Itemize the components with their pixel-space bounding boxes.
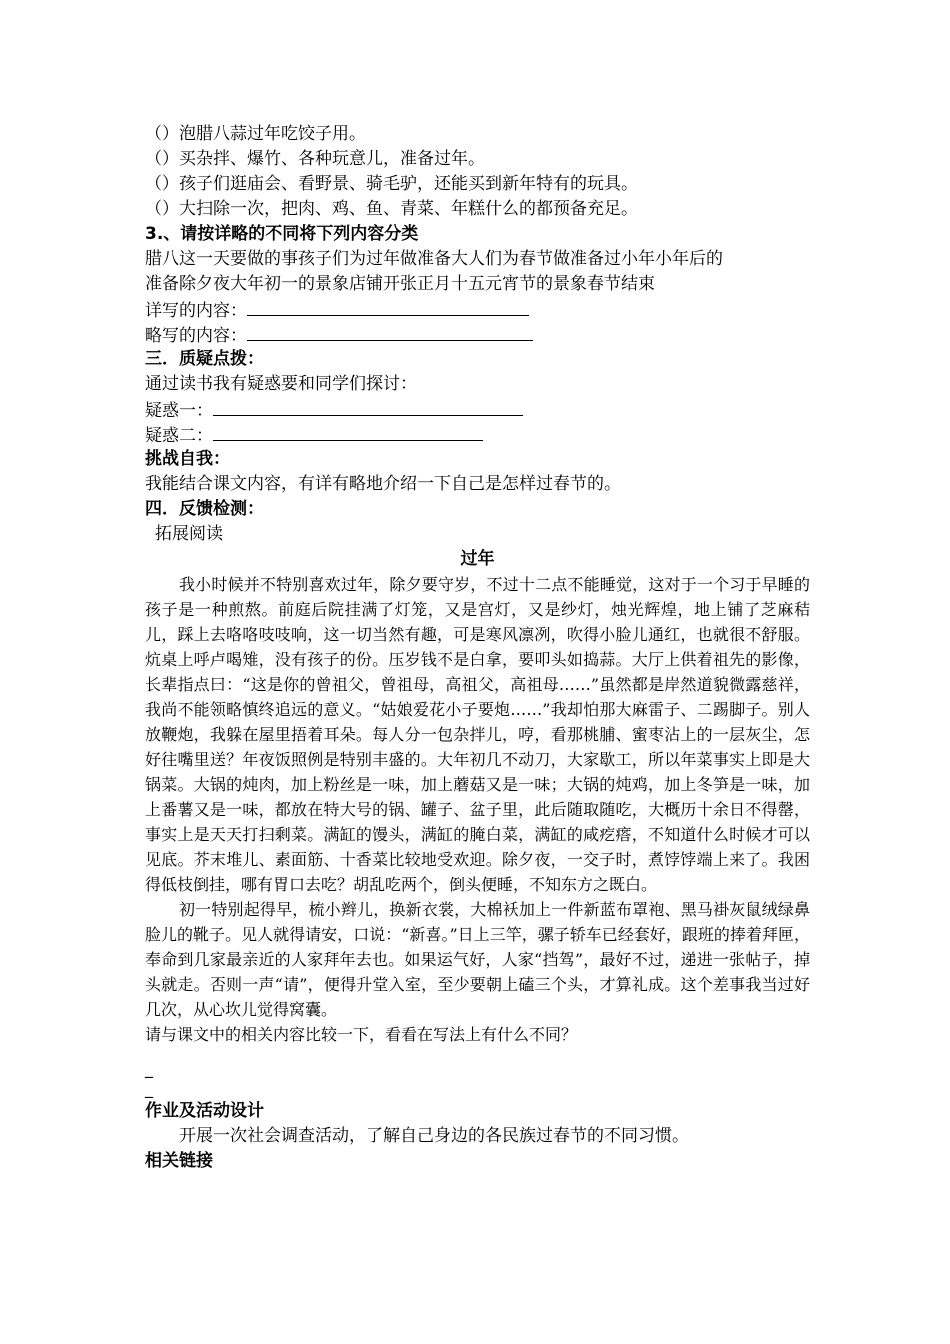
brief-label: 略写的内容： bbox=[145, 326, 247, 346]
answer-blank-1: _ bbox=[145, 1059, 153, 1078]
reading-question: 请与课文中的相关内容比较一下，看看在写法上有什么不同？ bbox=[145, 1025, 578, 1044]
section3-heading: 三．质疑点拨： bbox=[145, 349, 264, 369]
section4-heading: 四．反馈检测： bbox=[145, 499, 264, 519]
reading-paragraph: 初一特别起得早，梳小辫儿，换新衣裳，大棉袄加上一件新蓝布罩袍、黑马褂灰鼠绒绿鼻脸儿的靴子。见人就得请安，口说：“新喜。”日上三竿，骡子轿车已经套好，跟班的捧着拜匣，奉命到几家最亲近的人家拜年去也。如果运气好，人家“挡驾”，最好不过，递进一张帖子，掉头就走。否则一声“请”，便得升堂入室，至少要朝上磕三个头，才算礼成。这个差事我当过好几次，从心坎儿觉得窝囊。 bbox=[145, 900, 810, 1019]
section4-subheading: 拓展阅读 bbox=[155, 524, 223, 544]
detailed-row bbox=[145, 297, 810, 322]
answer-blank-2: _ bbox=[145, 1079, 153, 1098]
list-item: （）买杂拌、爆竹、各种玩意儿，准备过年。 bbox=[145, 149, 485, 169]
q3-text-line1: 腊八这一天要做的事孩子们为过年做准备大人们为春节做准备过小年小年后的 bbox=[145, 249, 723, 269]
document-page bbox=[145, 122, 810, 1174]
detailed-blank[interactable] bbox=[247, 297, 529, 316]
list-item: （）泡腊八蒜过年吃饺子用。 bbox=[145, 124, 366, 144]
doubt2-blank[interactable] bbox=[213, 422, 483, 441]
section3-intro: 通过读书我有疑惑要和同学们探讨： bbox=[145, 374, 417, 394]
doubt1-label: 疑惑一： bbox=[145, 401, 213, 421]
q3-text-line2: 准备除夕夜大年初一的景象店铺开张正月十五元宵节的景象春节结束 bbox=[145, 274, 655, 294]
doubt2-row bbox=[145, 422, 810, 447]
doubt1-row bbox=[145, 397, 810, 422]
doubt1-blank[interactable] bbox=[213, 397, 523, 416]
challenge-heading: 挑战自我： bbox=[145, 449, 230, 469]
detailed-label: 详写的内容： bbox=[145, 301, 247, 321]
list-item: （）孩子们逛庙会、看野景、骑毛驴，还能买到新年特有的玩具。 bbox=[145, 174, 638, 194]
reading-title: 过年 bbox=[460, 549, 495, 569]
brief-row bbox=[145, 322, 810, 347]
reading-paragraph: 我小时候并不特别喜欢过年，除夕要守岁，不过十二点不能睡觉，这对于一个习于早睡的孩子是一种煎熬。前庭后院挂满了灯笼，又是宫灯，又是纱灯，烛光辉煌，地上铺了芝麻秸儿，踩上去咯咯吱吱响，这一切当然有趣，可是寒风凛冽，吹得小脸儿通红，也就很不舒服。炕桌上呼卢喝雉，没有孩子的份。压岁钱不是白拿，要叩头如捣蒜。大厅上供着祖先的影像，长辈指点曰：“这是你的曾祖父，曾祖母，高祖父，高祖母……”虽然都是岸然道貌微露慈祥，我尚不能领略慎终追远的意义。“姑娘爱花小子要炮……”我却怕那大麻雷子、二踢脚子。别人放鞭炮，我躲在屋里捂着耳朵。每人分一包杂拌儿，哼，看那桃脯、蜜枣沾上的一层灰尘，怎好往嘴里送？年夜饭照例是特别丰盛的。大年初几不动刀，大家歇工，所以年菜事实上即是大锅菜。大锅的炖肉，加上粉丝是一味，加上蘑菇又是一味；大锅的炖鸡，加上冬笋是一味，加上番薯又是一味，都放在特大号的锅、罐子、盆子里，此后随取随吃，大概历十余日不得罄，事实上是天天打扫剩菜。满缸的馒头，满缸的腌白菜，满缸的咸疙瘩，不知道什么时候才可以见底。芥末堆儿、素面筋、十香菜比较地受欢迎。除夕夜，一交子时，煮饽饽端上来了。我困得低枝倒挂，哪有胃口去吃？胡乱吃两个，倒头便睡，不知东方之既白。 bbox=[145, 575, 810, 894]
list-item: （）大扫除一次，把肉、鸡、鱼、青菜、年糕什么的都预备充足。 bbox=[145, 199, 638, 219]
homework-heading: 作业及活动设计 bbox=[145, 1101, 264, 1121]
homework-text: 开展一次社会调查活动，了解自己身边的各民族过春节的不同习惯。 bbox=[179, 1126, 689, 1146]
links-heading: 相关链接 bbox=[145, 1151, 213, 1171]
challenge-text: 我能结合课文内容，有详有略地介绍一下自己是怎样过春节的。 bbox=[145, 474, 621, 494]
q3-heading: 3.、请按详略的不同将下列内容分类 bbox=[145, 224, 419, 244]
brief-blank[interactable] bbox=[247, 322, 533, 341]
doubt2-label: 疑惑二： bbox=[145, 426, 213, 446]
